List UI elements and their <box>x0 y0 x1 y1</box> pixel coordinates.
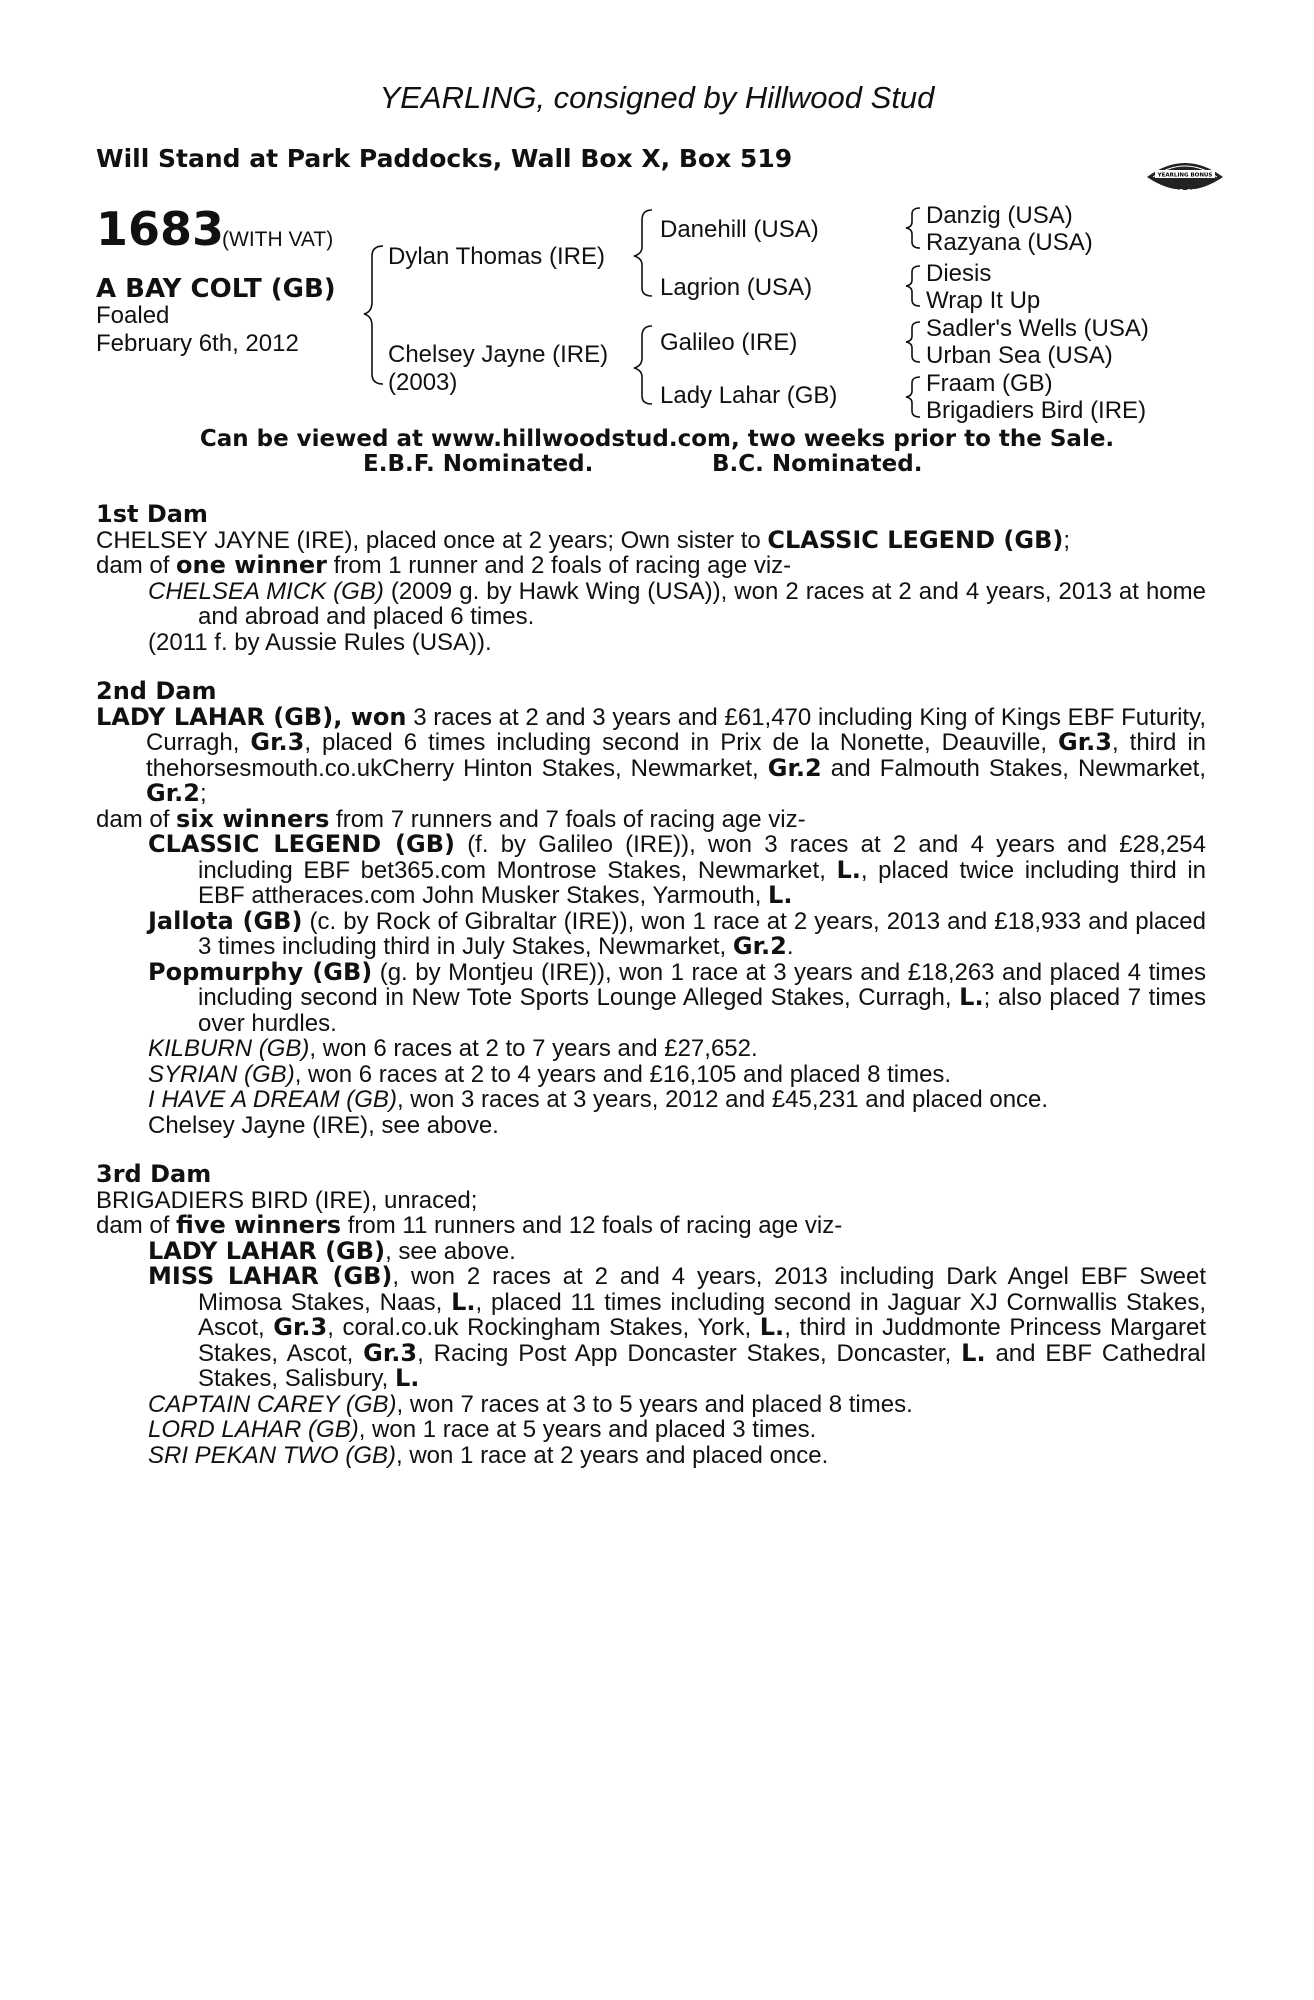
pedigree-gen3-5: Sadler's Wells (USA) <box>926 315 1149 342</box>
second-dam-produce-2: Jallota (GB) (c. by Rock of Gibraltar (IRE)), won 1 race at 2 years, 2013 and £18,933 and placed 3 times including third in July Stakes, Newmarket, Gr.2. <box>148 906 1206 960</box>
pedigree-gen3-6: Urban Sea (USA) <box>926 342 1113 369</box>
first-dam-line: CHELSEY JAYNE (IRE), placed once at 2 years; Own sister to CLASSIC LEGEND (GB); <box>96 525 1071 554</box>
ebf-nominated: E.B.F. Nominated. <box>363 451 594 477</box>
second-dam-heading: 2nd Dam <box>96 677 217 705</box>
lot-number: 1683 <box>96 202 225 256</box>
pedigree-gen3-1: Danzig (USA) <box>926 202 1073 229</box>
pedigree-gen3-4: Wrap It Up <box>926 287 1041 314</box>
second-dam-produce-7: Chelsey Jayne (IRE), see above. <box>148 1111 499 1139</box>
second-dam-produce-5: SYRIAN (GB), won 6 races at 2 to 4 years and £16,105 and placed 8 times. <box>148 1060 952 1088</box>
pedigree-gen3-8: Brigadiers Bird (IRE) <box>926 397 1147 424</box>
pedigree-sire-sire: Danehill (USA) <box>660 216 819 243</box>
first-dam-produce-2: (2011 f. by Aussie Rules (USA)). <box>148 628 492 656</box>
third-dam-produce-summary: dam of five winners from 11 runners and 12 foals of racing age viz- <box>96 1211 843 1239</box>
third-dam-section <box>96 1162 1206 1468</box>
pedigree-sire: Dylan Thomas (IRE) <box>388 243 605 270</box>
third-dam-heading: 3rd Dam <box>96 1160 212 1188</box>
second-dam-section <box>96 679 1206 1138</box>
second-dam-produce-1: CLASSIC LEGEND (GB) (f. by Galileo (IRE)), won 3 races at 2 and 4 years and £28,254 including EBF bet365.com Montrose Stakes, Newmarket, L., placed twice including third in EBF attheraces.com John Musker Stakes, Yarmouth, L. <box>148 830 1207 909</box>
second-dam-record: LADY LAHAR (GB), won 3 races at 2 and 3 years and £61,470 including King of Kings EBF Futurity, Curragh, Gr.3, placed 6 times including second in Prix de la Nonette, Deauville, Gr.3, third in thehorsesmouth.co.ukCherry Hinton Stakes, Newmarket, Gr.2 and Falmouth Stakes, Newmarket, Gr.2; <box>96 702 1207 807</box>
pedigree-gen3-7: Fraam (GB) <box>926 370 1053 397</box>
second-dam-produce-3: Popmurphy (GB) (g. by Montjeu (IRE)), won 1 race at 3 years and £18,263 and placed 4 times including second in New Tote Sports Lounge Alleged Stakes, Curragh, L.; also placed 7 times over hurdles. <box>148 957 1207 1037</box>
third-dam-record: BRIGADIERS BIRD (IRE), unraced; <box>96 1186 478 1214</box>
foaled-label: Foaled <box>96 302 170 329</box>
first-dam-produce-1: CHELSEA MICK (GB) (2009 g. by Hawk Wing (USA)), won 2 races at 2 and 4 years, 2013 at home and abroad and placed 6 times. <box>148 577 1206 630</box>
badge-line2: YEARLING BONUS <box>1157 172 1213 179</box>
second-dam-produce-summary: dam of six winners from 7 runners and 7 foals of racing age viz- <box>96 804 806 833</box>
pedigree-gen3-2: Razyana (USA) <box>926 229 1093 256</box>
pedigree-dam: Chelsey Jayne (IRE) <box>388 341 609 368</box>
pedigree-gen3-3: Diesis <box>926 260 992 287</box>
bc-nominated: B.C. Nominated. <box>712 451 923 477</box>
pedigree-dam-dam: Lady Lahar (GB) <box>660 382 838 409</box>
third-dam-produce-4: LORD LAHAR (GB), won 1 race at 5 years and placed 3 times. <box>148 1416 817 1443</box>
badge-amount: £10,000 <box>1169 188 1201 196</box>
second-dam-produce-4: KILBURN (GB), won 6 races at 2 to 7 years and £27,652. <box>148 1035 758 1062</box>
third-dam-produce-3: CAPTAIN CAREY (GB), won 7 races at 3 to 5 years and placed 8 times. <box>148 1390 913 1418</box>
stand-location: Will Stand at Park Paddocks, Wall Box X, Box 519 <box>96 144 793 173</box>
pedigree-braces <box>0 0 1314 420</box>
pedigree-sire-dam: Lagrion (USA) <box>660 274 813 301</box>
third-dam-produce-1: LADY LAHAR (GB), see above. <box>148 1236 516 1265</box>
first-dam-produce-summary: dam of one winner from 1 runner and 2 foals of racing age viz- <box>96 551 792 579</box>
first-dam-heading: 1st Dam <box>96 500 208 528</box>
badge-line1: RACING POST <box>1168 158 1202 164</box>
foaled-date: February 6th, 2012 <box>96 330 299 357</box>
third-dam-produce-2: MISS LAHAR (GB), won 2 races at 2 and 4 years, 2013 including Dark Angel EBF Sweet Mimosa Stakes, Naas, L., placed 11 times including second in Jaguar XJ Cornwallis Stakes, Ascot, Gr.3, coral.co.uk Rockingham Stakes, York, L., third in Juddmonte Princess Margaret Stakes, Ascot, Gr.3, Racing Post App Doncaster Stakes, Doncaster, L. and EBF Cathedral Stakes, Salisbury, L. <box>148 1262 1207 1392</box>
vat-note: (WITH VAT) <box>222 228 334 251</box>
pedigree-dam-year: (2003) <box>388 369 458 396</box>
page-title: YEARLING, consigned by Hillwood Stud <box>379 80 935 115</box>
first-dam-section <box>96 502 1206 655</box>
third-dam-produce-5: SRI PEKAN TWO (GB), won 1 race at 2 years and placed once. <box>148 1441 829 1469</box>
lot-description: A BAY COLT (GB) <box>96 274 336 304</box>
second-dam-produce-6: I HAVE A DREAM (GB), won 3 races at 3 years, 2012 and £45,231 and placed once. <box>148 1086 1049 1113</box>
viewing-note: Can be viewed at www.hillwoodstud.com, two weeks prior to the Sale. <box>199 426 1115 452</box>
pedigree-dam-sire: Galileo (IRE) <box>660 329 798 356</box>
